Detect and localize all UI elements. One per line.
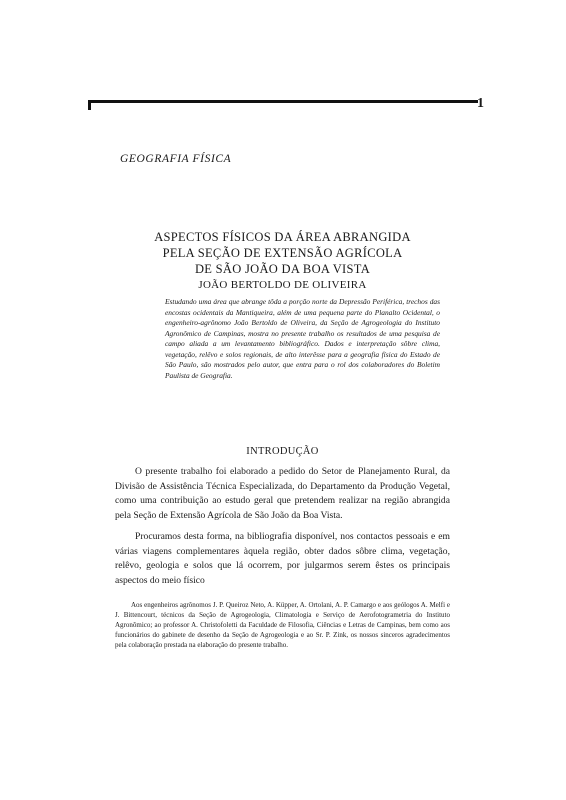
header-rule <box>88 100 478 103</box>
title-line: ASPECTOS FÍSICOS DA ÁREA ABRANGIDA <box>154 230 411 244</box>
header-rule-corner <box>88 100 91 110</box>
article-title <box>110 229 455 277</box>
section-header: GEOGRAFIA FÍSICA <box>120 153 232 165</box>
title-line: PELA SEÇÃO DE EXTENSÃO AGRÍCOLA <box>162 246 403 260</box>
body-paragraph: O presente trabalho foi elaborado a pedido do Setor de Planejamento Rural, da Divisão de Assistência Técnica Especializada, do Departamento da Produção Vegetal, como uma contribuição ao estudo geral que pretendem realizar na região abrangida pela Seção de Extensão Agrícola de São João da Boa Vista. <box>115 466 450 521</box>
author-name: JOÃO BERTOLDO DE OLIVEIRA <box>198 279 367 291</box>
body-paragraph: Procuramos desta forma, na bibliografia disponível, nos contactos pessoais e em várias viagens complementares àquela região, obter dados sôbre clima, vegetação, relêvo, geologia e solos que lá ocorrem, por julgarmos serem êstes os principais aspectos do meio físico <box>115 531 450 586</box>
footnote: Aos engenheiros agrônomos J. P. Queiroz Neto, A. Küpper, A. Ortolani, A. P. Camargo e aos geólogos A. Melfi e J. Bittencourt, técnicos da Seção de Agrogeologia, Climatologia e Serviço de Aerofotogrametria do Instituto Agronômico; ao professor A. Christofoletti da Faculdade de Filosofia, Ciências e Letras de Campinas, bem como aos funcionários do gabinete de desenho da Seção de Agrogeologia e ao Sr. P. Zink, os nossos sinceros agradecimentos pela colaboração prestada na elaboração do presente trabalho. <box>115 601 450 649</box>
intro-heading: INTRODUÇÃO <box>246 446 319 457</box>
page-number: 1 <box>477 96 484 111</box>
abstract: Estudando uma área que abrange tôda a porção norte da Depressão Periférica, trechos das encostas ocidentais da Mantiqueira, além de uma pequena parte do Planalto Ocidental, o engenheiro-agrônomo João Bertoldo de Oliveira, da Seção de Agrogeologia do Instituto Agronômico de Campinas, mostra no presente trabalho os resultados de uma pesquisa de campo aliada a um levantamento bibliográfico. Dados e interpretação sôbre clima, vegetação, relêvo e solos regionais, de alto interêsse para a geografia física do Estado de São Paulo, são mostrados pelo autor, que entra para o rol dos colaboradores do Boletim Paulista de Geografia. <box>165 297 440 380</box>
title-line: DE SÃO JOÃO DA BOA VISTA <box>194 262 371 276</box>
